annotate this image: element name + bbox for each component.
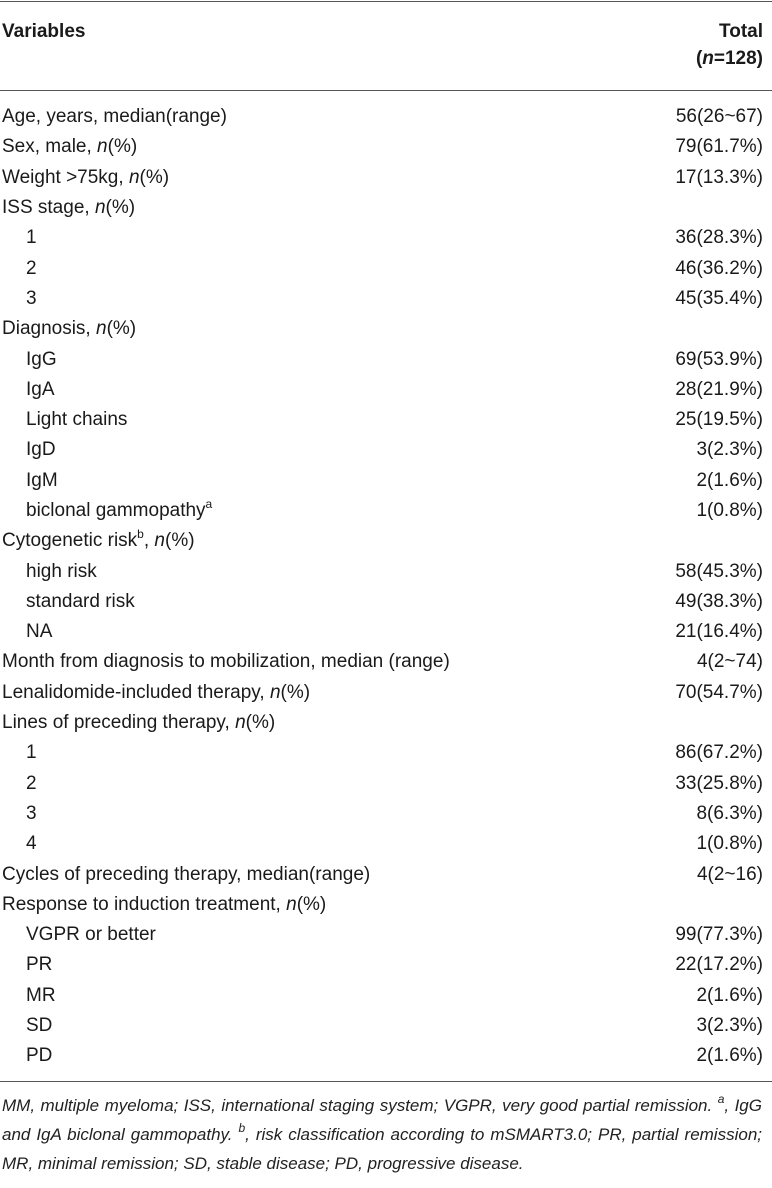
table-row: [0, 163, 772, 193]
table-row: [0, 1011, 772, 1041]
row-value: 3(2.3%): [696, 439, 763, 461]
row-label: [2, 617, 52, 647]
table-row: [0, 435, 772, 465]
row-label: [2, 708, 275, 738]
row-value: 2(1.6%): [696, 1045, 763, 1067]
row-label-text: IgM: [26, 469, 58, 491]
row-label-text: Sex, male,: [2, 136, 98, 158]
row-label-italic: n: [128, 166, 140, 188]
table-row: [0, 466, 772, 496]
table-row: [0, 859, 772, 889]
table-row: [0, 920, 772, 950]
row-value: 3(2.3%): [696, 1015, 763, 1037]
row-label: [2, 950, 52, 980]
table-header: [0, 2, 772, 90]
table-row: [0, 799, 772, 829]
row-label-text: Light chains: [26, 409, 128, 431]
row-label: [2, 829, 37, 859]
table-row: [0, 526, 772, 556]
row-value: 25(19.5%): [675, 409, 763, 431]
row-label-text: Response to induction treatment,: [2, 893, 287, 915]
row-label-suffix: (%): [296, 893, 327, 915]
row-label-text: Lenalidomide-included therapy,: [2, 681, 270, 703]
row-label: [2, 557, 97, 587]
table-row: [0, 496, 772, 526]
table-row: [0, 829, 772, 859]
row-label-text: VGPR or better: [26, 924, 156, 946]
table-row: [0, 981, 772, 1011]
row-value: 70(54.7%): [675, 681, 763, 703]
row-label-italic: n: [235, 712, 246, 734]
table-row: [0, 1041, 772, 1071]
table-row: [0, 405, 772, 435]
row-label: [2, 223, 37, 253]
footnote-part2: , IgG and IgA biclonal gammopathy.: [2, 1095, 762, 1144]
row-label-text: Weight >75kg,: [2, 166, 129, 188]
characteristics-table: [0, 1, 772, 1178]
row-label-text: Lines of preceding therapy,: [2, 712, 236, 734]
row-value: 8(6.3%): [696, 802, 763, 824]
table-row: [0, 284, 772, 314]
row-label-text: 1: [26, 227, 37, 249]
header-n-rest: =128): [713, 48, 763, 69]
row-value: 22(17.2%): [675, 954, 763, 976]
row-label-sup: a: [205, 496, 213, 511]
row-value: 99(77.3%): [675, 924, 763, 946]
row-label: [2, 1011, 52, 1041]
row-label-text: Diagnosis,: [2, 318, 96, 340]
table-row: [0, 253, 772, 283]
row-value: 46(36.2%): [675, 257, 763, 279]
row-value: 17(13.3%): [675, 166, 763, 188]
row-label: [2, 435, 56, 465]
footnote-part1: MM, multiple myeloma; ISS, international staging system; VGPR, very good partial remission.: [2, 1095, 718, 1115]
table-row: [0, 950, 772, 980]
row-value: 1(0.8%): [696, 500, 763, 521]
table-row: [0, 647, 772, 677]
row-label-suffix: (%): [106, 318, 137, 340]
row-value: 2(1.6%): [696, 469, 763, 491]
table-row: [0, 102, 772, 132]
row-label: [2, 678, 310, 708]
row-label: [2, 254, 37, 284]
row-value: 69(53.9%): [675, 348, 763, 370]
footnote-sup-b: b: [238, 1120, 246, 1135]
row-label: [2, 587, 135, 617]
row-label: [2, 738, 37, 768]
row-label-text: Cytogenetic risk: [2, 530, 138, 552]
row-label: [2, 405, 127, 435]
row-value: 33(25.8%): [675, 772, 763, 794]
row-label: [2, 526, 195, 556]
row-value: 49(38.3%): [675, 590, 763, 612]
row-label: [2, 769, 37, 799]
row-label-text: PR: [26, 954, 53, 976]
row-label-suffix: (%): [280, 681, 311, 703]
row-label: [2, 163, 169, 193]
row-label-suffix: (%): [165, 530, 195, 552]
row-label: [2, 981, 56, 1011]
row-value: 21(16.4%): [675, 621, 763, 643]
table-row: [0, 738, 772, 768]
table-footnote: [0, 1082, 772, 1178]
row-value: 4(2~74): [696, 651, 763, 673]
row-label: [2, 799, 37, 829]
row-label-text: 1: [26, 742, 37, 764]
table-row: [0, 556, 772, 586]
row-label: [2, 1041, 52, 1071]
row-label: [2, 102, 227, 132]
row-label: [2, 890, 326, 920]
row-label-text: Cycles of preceding therapy, median(range): [2, 863, 371, 885]
row-value: 45(35.4%): [675, 287, 763, 309]
row-label-text: 3: [26, 802, 37, 824]
row-value: 58(45.3%): [675, 560, 763, 582]
row-label-text: 2: [26, 772, 37, 794]
row-label-text: IgD: [26, 439, 56, 461]
table-row: [0, 375, 772, 405]
row-label-text: 3: [26, 287, 37, 309]
table-row: [0, 708, 772, 738]
row-label-sup: b: [137, 526, 144, 541]
row-label-text: IgG: [26, 348, 57, 370]
row-label-text: IgA: [26, 378, 55, 400]
header-variables: Variables: [2, 21, 86, 42]
table-row: [0, 223, 772, 253]
table-row: [0, 617, 772, 647]
table-row: [0, 314, 772, 344]
row-label: [2, 314, 136, 344]
row-label-italic: n: [286, 893, 297, 915]
row-label: [2, 496, 212, 526]
table-row: [0, 344, 772, 374]
table-row: [0, 678, 772, 708]
table-row: [0, 890, 772, 920]
header-total-n: (n=128): [695, 48, 763, 69]
row-label-suffix: (%): [105, 197, 136, 219]
row-label: [2, 132, 137, 162]
row-value: 79(61.7%): [675, 136, 763, 158]
row-label-text: SD: [26, 1015, 53, 1037]
row-label-suffix: (%): [245, 712, 276, 734]
footnote-sup-a: a: [717, 1091, 725, 1106]
row-label-suffix: (%): [107, 136, 138, 158]
row-value: 86(67.2%): [675, 742, 763, 764]
row-label: [2, 466, 58, 496]
footnote-part3: , risk classification according to mSMART3.0; PR, partial remission; MR, minimal remission; SD, stable disease; PD, progressive disease.: [2, 1124, 762, 1173]
header-total: [696, 18, 763, 90]
header-total-label: Total: [719, 21, 763, 42]
row-label: [2, 860, 370, 890]
row-label-mid: ,: [143, 530, 155, 552]
row-value: 56(26~67): [675, 106, 763, 128]
row-label-text: MR: [26, 984, 56, 1006]
row-label-text: high risk: [26, 560, 97, 582]
row-label-text: ISS stage,: [2, 197, 95, 219]
row-label: [2, 647, 450, 677]
row-label-text: PD: [26, 1045, 53, 1067]
row-label: [2, 345, 57, 375]
table-body: [0, 91, 772, 1081]
row-value: 36(28.3%): [675, 227, 763, 249]
row-label: [2, 284, 37, 314]
row-label: [2, 920, 156, 950]
row-value: 28(21.9%): [675, 378, 763, 400]
table-row: [0, 193, 772, 223]
row-label-text: 4: [26, 833, 37, 855]
row-label-italic: n: [97, 136, 108, 158]
row-value: 2(1.6%): [696, 984, 763, 1006]
table-row: [0, 132, 772, 162]
table-row: [0, 769, 772, 799]
row-value: 4(2~16): [696, 863, 763, 885]
row-label: [2, 193, 135, 223]
row-label-suffix: (%): [139, 166, 170, 188]
row-label: [2, 375, 55, 405]
row-label-text: standard risk: [26, 590, 135, 612]
row-label-text: 2: [26, 257, 37, 279]
header-n-italic: n: [702, 48, 714, 69]
table-row: [0, 587, 772, 617]
row-label-italic: n: [94, 197, 106, 219]
row-label-italic: n: [269, 681, 281, 703]
row-label-text: biclonal gammopathy: [26, 500, 206, 521]
row-label-italic: n: [154, 530, 165, 552]
row-label-text: Month from diagnosis to mobilization, median (range): [2, 651, 450, 673]
row-label-text: Age, years, median(range): [2, 106, 227, 128]
row-label-text: NA: [26, 621, 53, 643]
row-label-italic: n: [96, 318, 107, 340]
row-value: 1(0.8%): [696, 833, 763, 855]
